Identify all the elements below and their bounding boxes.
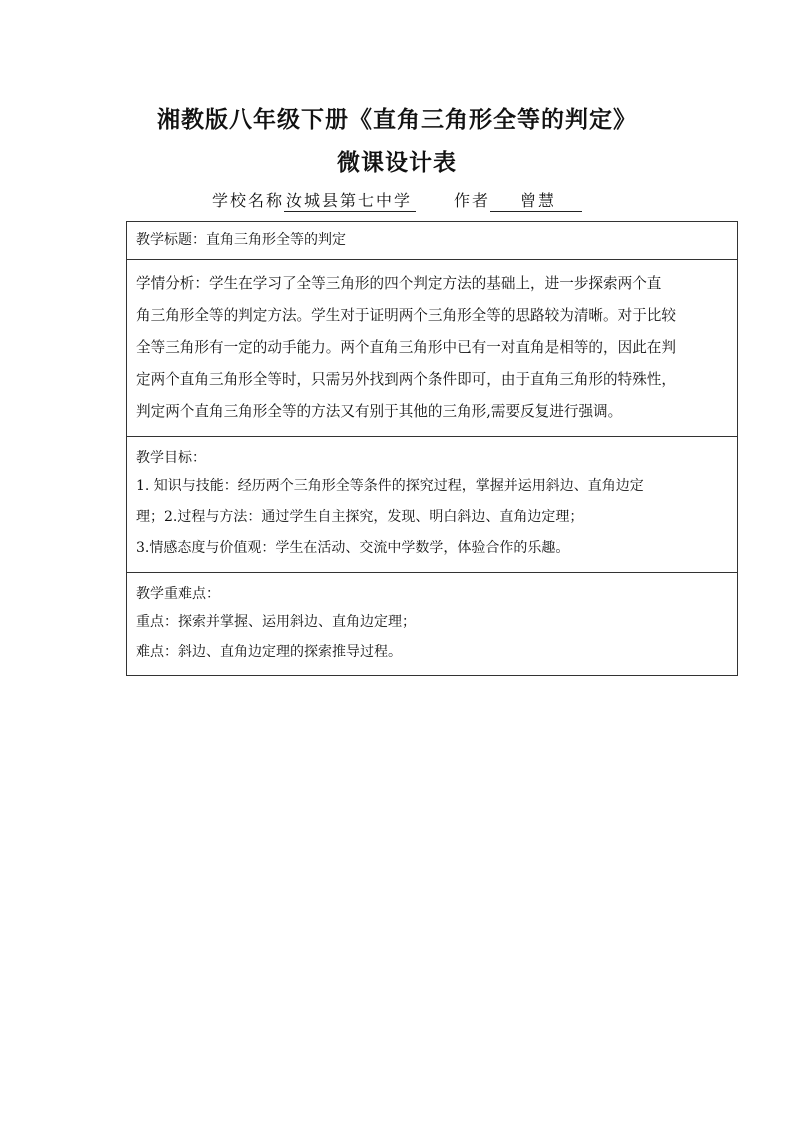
goals-heading: 教学目标： (136, 450, 206, 466)
school-label: 学校名称 (211, 191, 284, 210)
goals-line: 理；2.过程与方法：通过学生自主探究，发现、明白斜边、直角边定理； (136, 509, 584, 525)
analysis-cell (127, 260, 738, 437)
analysis-line: 角三角形全等的判定方法。学生对于证明两个三角形全等的思路较为清晰。对于比较 (136, 307, 676, 324)
table-row-topic (127, 222, 738, 260)
design-table (126, 221, 738, 676)
school-name: 汝城县第七中学 (284, 191, 416, 212)
analysis-line: 全等三角形有一定的动手能力。两个直角三角形中已有一对直角是相等的，因此在判 (136, 339, 676, 356)
table-row-analysis (127, 260, 738, 437)
key-point-line: 难点：斜边、直角边定理的探索推导过程。 (136, 644, 402, 660)
goals-line: 3.情感态度与价值观：学生在活动、交流中学数学，体验合作的乐趣。 (136, 540, 570, 556)
analysis-line: 判定两个直角三角形全等的方法又有别于其他的三角形,需要反复进行强调。 (136, 403, 623, 420)
author-label: 作者 (454, 191, 491, 210)
author-name: 曾慧 (490, 191, 582, 212)
meta-line (0, 188, 794, 212)
document-title: 湘教版八年级下册《直角三角形全等的判定》 (157, 106, 637, 133)
table-row-goals (127, 437, 738, 573)
key-points-heading: 教学重难点： (136, 586, 220, 602)
topic-cell (127, 222, 738, 260)
topic-text: 教学标题：直角三角形全等的判定 (136, 232, 346, 248)
goals-cell (127, 437, 738, 573)
analysis-line: 学情分析：学生在学习了全等三角形的四个判定方法的基础上，进一步探索两个直 (136, 275, 662, 292)
key-point-line: 重点：探索并掌握、运用斜边、直角边定理； (136, 614, 416, 630)
goals-line: 1. 知识与技能：经历两个三角形全等条件的探究过程，掌握并运用斜边、直角边定 (136, 478, 644, 494)
key-points-cell (127, 573, 738, 676)
document-subtitle: 微课设计表 (337, 149, 457, 176)
analysis-line: 定两个直角三角形全等时，只需另外找到两个条件即可，由于直角三角形的特殊性， (136, 371, 676, 388)
table-row-key-points (127, 573, 738, 676)
